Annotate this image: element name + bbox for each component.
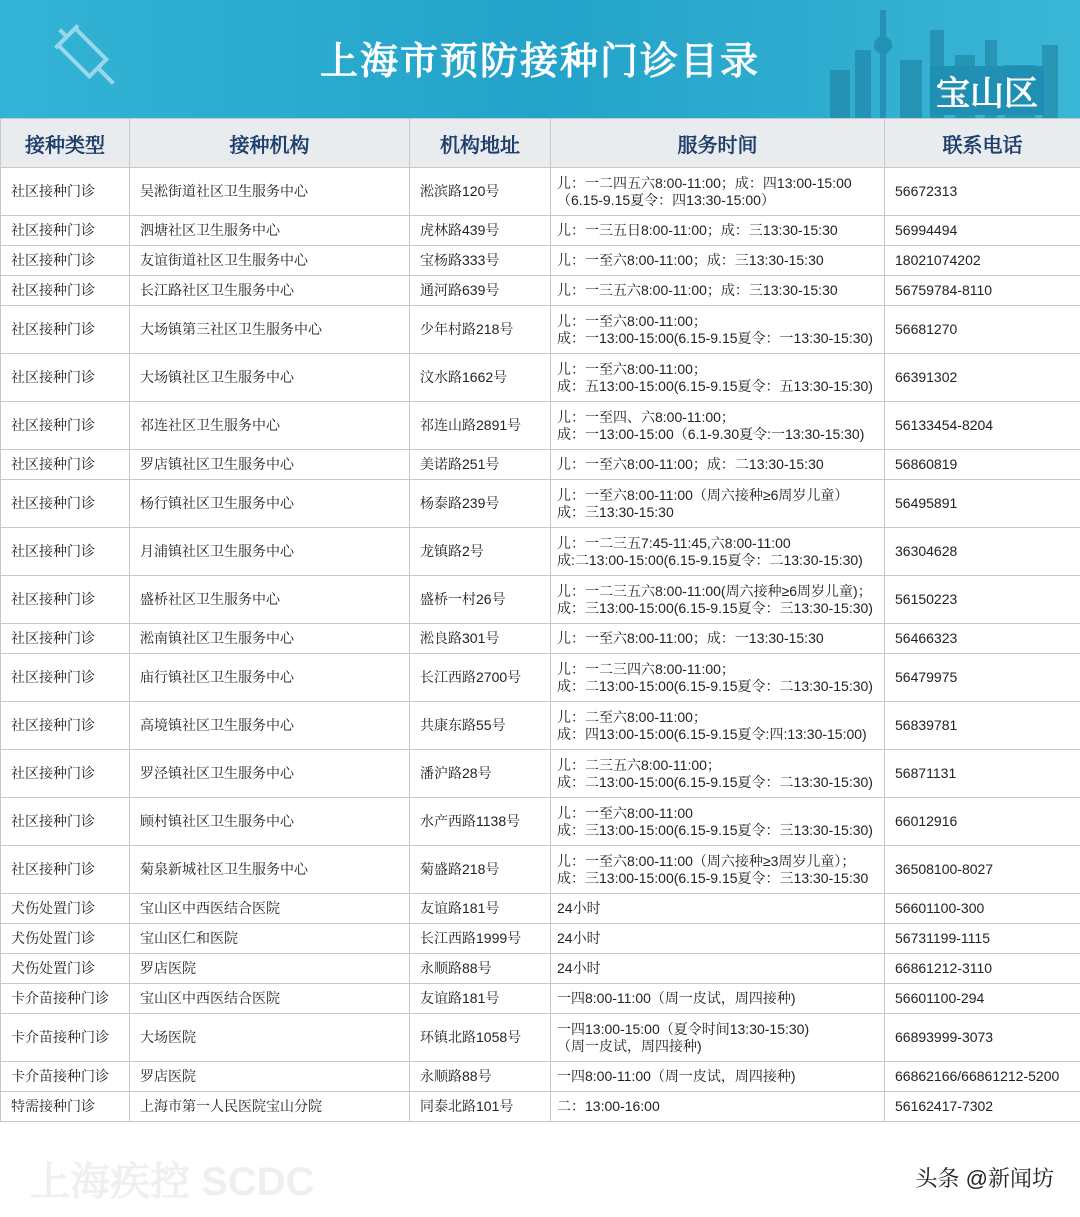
service-hours — [551, 276, 885, 306]
clinic-type: 社区接种门诊 — [1, 480, 130, 528]
clinic-name: 罗店镇社区卫生服务中心 — [130, 450, 410, 480]
table-row — [1, 276, 1080, 306]
clinic-type: 社区接种门诊 — [1, 306, 130, 354]
clinic-address: 盛桥一村26号 — [410, 576, 551, 624]
watermark: 上海疾控 SCDC — [30, 1160, 315, 1204]
service-hours-line: 24小时 — [557, 930, 601, 946]
clinic-name: 月浦镇社区卫生服务中心 — [130, 528, 410, 576]
phone-number: 66862166/66861212-5200 — [885, 1062, 1080, 1092]
phone-number: 56759784-8110 — [885, 276, 1080, 306]
clinic-type: 犬伤处置门诊 — [1, 894, 130, 924]
clinic-type: 卡介苗接种门诊 — [1, 1014, 130, 1062]
clinic-address: 共康东路55号 — [410, 702, 551, 750]
service-hours-line: 成：二13:00-15:00(6.15-9.15夏令：二13:30-15:30) — [557, 677, 873, 694]
service-hours — [551, 216, 885, 246]
clinic-type: 社区接种门诊 — [1, 168, 130, 216]
table-row — [1, 528, 1080, 576]
service-hours-line: 成：二13:00-15:00(6.15-9.15夏令：二13:30-15:30) — [557, 773, 873, 790]
clinic-address: 美诺路251号 — [410, 450, 551, 480]
clinic-name: 吴淞街道社区卫生服务中心 — [130, 168, 410, 216]
service-hours — [551, 846, 885, 894]
phone-number: 56150223 — [885, 576, 1080, 624]
clinic-address: 长江西路1999号 — [410, 924, 551, 954]
column-header-type: 接种类型 — [1, 119, 130, 168]
table-row — [1, 750, 1080, 798]
service-hours-line: （6.15-9.15夏令：四13:30-15:00） — [557, 191, 775, 208]
phone-number: 56731199-1115 — [885, 924, 1080, 954]
phone-number: 56601100-300 — [885, 894, 1080, 924]
phone-number: 56681270 — [885, 306, 1080, 354]
phone-number: 56860819 — [885, 450, 1080, 480]
clinic-name: 罗店医院 — [130, 954, 410, 984]
clinic-address: 水产西路1138号 — [410, 798, 551, 846]
service-hours-line: 儿：二三五六8:00-11:00； — [557, 756, 721, 773]
service-hours — [551, 246, 885, 276]
clinic-name: 宝山区仁和医院 — [130, 924, 410, 954]
phone-number: 56871131 — [885, 750, 1080, 798]
clinic-address: 祁连山路2891号 — [410, 402, 551, 450]
clinic-type: 社区接种门诊 — [1, 846, 130, 894]
service-hours — [551, 954, 885, 984]
phone-number: 66391302 — [885, 354, 1080, 402]
service-hours — [551, 306, 885, 354]
service-hours — [551, 450, 885, 480]
service-hours — [551, 402, 885, 450]
table-row — [1, 306, 1080, 354]
clinic-address: 通河路639号 — [410, 276, 551, 306]
service-hours — [551, 168, 885, 216]
table-row — [1, 702, 1080, 750]
service-hours — [551, 984, 885, 1014]
table-row — [1, 354, 1080, 402]
column-header-hours: 服务时间 — [551, 119, 885, 168]
clinic-type: 犬伤处置门诊 — [1, 924, 130, 954]
phone-number: 56479975 — [885, 654, 1080, 702]
phone-number: 66861212-3110 — [885, 954, 1080, 984]
service-hours-line: 成：三13:00-15:00(6.15-9.15夏令：三13:30-15:30) — [557, 599, 873, 616]
clinic-address: 龙镇路2号 — [410, 528, 551, 576]
service-hours — [551, 924, 885, 954]
clinic-type: 社区接种门诊 — [1, 576, 130, 624]
service-hours-line: 儿：一至四、六8:00-11:00； — [557, 408, 735, 425]
title-banner — [0, 0, 1080, 118]
table-row — [1, 1062, 1080, 1092]
clinic-type: 社区接种门诊 — [1, 624, 130, 654]
clinic-name: 大场镇第三社区卫生服务中心 — [130, 306, 410, 354]
clinic-type: 社区接种门诊 — [1, 798, 130, 846]
service-hours-line: 儿：二至六8:00-11:00； — [557, 708, 707, 725]
phone-number: 56466323 — [885, 624, 1080, 654]
clinic-name: 大场医院 — [130, 1014, 410, 1062]
clinic-address: 友谊路181号 — [410, 894, 551, 924]
service-hours — [551, 480, 885, 528]
phone-number: 56162417-7302 — [885, 1092, 1080, 1122]
service-hours — [551, 1014, 885, 1062]
service-hours-line: 儿：一至六8:00-11:00； — [557, 312, 707, 329]
service-hours-line: 儿：一至六8:00-11:00；成：二13:30-15:30 — [557, 456, 824, 472]
page-title: 上海市预防接种门诊目录 — [319, 41, 760, 83]
clinic-name: 杨行镇社区卫生服务中心 — [130, 480, 410, 528]
service-hours-line: 24小时 — [557, 900, 601, 916]
table-row — [1, 798, 1080, 846]
district-label: 宝山区 — [930, 66, 1044, 115]
clinic-address: 环镇北路1058号 — [410, 1014, 551, 1062]
clinic-type: 社区接种门诊 — [1, 528, 130, 576]
service-hours-line: 成：五13:00-15:00(6.15-9.15夏令：五13:30-15:30) — [557, 377, 873, 394]
phone-number: 56839781 — [885, 702, 1080, 750]
clinic-name: 顾村镇社区卫生服务中心 — [130, 798, 410, 846]
table-row — [1, 450, 1080, 480]
phone-number: 36508100-8027 — [885, 846, 1080, 894]
service-hours — [551, 354, 885, 402]
service-hours-line: 儿：一至六8:00-11:00（周六接种≥3周岁儿童）； — [557, 852, 856, 869]
service-hours-line: （周一皮试，周四接种) — [557, 1037, 702, 1054]
clinic-name: 泗塘社区卫生服务中心 — [130, 216, 410, 246]
clinic-name: 罗泾镇社区卫生服务中心 — [130, 750, 410, 798]
service-hours — [551, 624, 885, 654]
phone-number: 56672313 — [885, 168, 1080, 216]
clinic-name: 庙行镇社区卫生服务中心 — [130, 654, 410, 702]
clinic-type: 社区接种门诊 — [1, 702, 130, 750]
clinic-address: 汶水路1662号 — [410, 354, 551, 402]
service-hours-line: 儿：一至六8:00-11:00；成：一13:30-15:30 — [557, 630, 824, 646]
phone-number: 18021074202 — [885, 246, 1080, 276]
service-hours-line: 成：一13:00-15:00(6.15-9.15夏令：一13:30-15:30) — [557, 329, 873, 346]
service-hours-line: 儿：一至六8:00-11:00（周六接种≥6周岁儿童） — [557, 486, 849, 503]
clinic-address: 淞滨路120号 — [410, 168, 551, 216]
clinic-name: 宝山区中西医结合医院 — [130, 984, 410, 1014]
phone-number: 36304628 — [885, 528, 1080, 576]
phone-number: 66012916 — [885, 798, 1080, 846]
table-row — [1, 924, 1080, 954]
clinic-type: 社区接种门诊 — [1, 246, 130, 276]
clinic-address: 同泰北路101号 — [410, 1092, 551, 1122]
clinic-address: 永顺路88号 — [410, 1062, 551, 1092]
clinic-address: 长江西路2700号 — [410, 654, 551, 702]
table-row — [1, 954, 1080, 984]
clinic-type: 卡介苗接种门诊 — [1, 984, 130, 1014]
service-hours-line: 儿：一二三四六8:00-11:00； — [557, 660, 735, 677]
clinic-name: 高境镇社区卫生服务中心 — [130, 702, 410, 750]
table-row — [1, 216, 1080, 246]
clinic-type: 犬伤处置门诊 — [1, 954, 130, 984]
service-hours-line: 儿：一至六8:00-11:00；成：三13:30-15:30 — [557, 252, 824, 268]
table-row — [1, 624, 1080, 654]
clinic-name: 大场镇社区卫生服务中心 — [130, 354, 410, 402]
clinic-name: 菊泉新城社区卫生服务中心 — [130, 846, 410, 894]
clinic-address: 虎林路439号 — [410, 216, 551, 246]
service-hours-line: 儿：一二四五六8:00-11:00；成：四13:00-15:00 — [557, 174, 852, 191]
table-row — [1, 846, 1080, 894]
clinic-type: 社区接种门诊 — [1, 750, 130, 798]
source-credit: 头条 @新闻坊 — [915, 1166, 1054, 1191]
service-hours-line: 一四8:00-11:00（周一皮试，周四接种) — [557, 1068, 796, 1084]
clinic-address: 淞良路301号 — [410, 624, 551, 654]
clinic-table — [0, 118, 1080, 1122]
clinic-type: 社区接种门诊 — [1, 450, 130, 480]
table-row — [1, 402, 1080, 450]
service-hours-line: 儿：一二三五六8:00-11:00(周六接种≥6周岁儿童)； — [557, 582, 872, 599]
clinic-type: 社区接种门诊 — [1, 216, 130, 246]
service-hours-line: 儿：一二三五7:45-11:45,六8:00-11:00 — [557, 534, 791, 551]
clinic-name: 长江路社区卫生服务中心 — [130, 276, 410, 306]
column-header-org: 接种机构 — [130, 119, 410, 168]
clinic-name: 盛桥社区卫生服务中心 — [130, 576, 410, 624]
table-row — [1, 246, 1080, 276]
clinic-name: 上海市第一人民医院宝山分院 — [130, 1092, 410, 1122]
service-hours-line: 成：三13:00-15:00(6.15-9.15夏令：三13:30-15:30) — [557, 821, 873, 838]
service-hours-line: 24小时 — [557, 960, 601, 976]
service-hours — [551, 1092, 885, 1122]
service-hours — [551, 702, 885, 750]
column-header-address: 机构地址 — [410, 119, 551, 168]
service-hours — [551, 798, 885, 846]
clinic-address: 菊盛路218号 — [410, 846, 551, 894]
table-row — [1, 654, 1080, 702]
table-row — [1, 1092, 1080, 1122]
clinic-address: 永顺路88号 — [410, 954, 551, 984]
phone-number: 66893999-3073 — [885, 1014, 1080, 1062]
table-row — [1, 576, 1080, 624]
clinic-type: 社区接种门诊 — [1, 354, 130, 402]
phone-number: 56994494 — [885, 216, 1080, 246]
clinic-address: 杨泰路239号 — [410, 480, 551, 528]
clinic-address: 宝杨路333号 — [410, 246, 551, 276]
clinic-name: 祁连社区卫生服务中心 — [130, 402, 410, 450]
clinic-type: 社区接种门诊 — [1, 402, 130, 450]
service-hours-line: 成：四13:00-15:00(6.15-9.15夏令:四:13:30-15:00) — [557, 725, 867, 742]
service-hours-line: 儿：一至六8:00-11:00； — [557, 360, 707, 377]
phone-number: 56133454-8204 — [885, 402, 1080, 450]
service-hours-line: 成:二13:00-15:00(6.15-9.15夏令：二13:30-15:30) — [557, 551, 863, 568]
clinic-address: 潘沪路28号 — [410, 750, 551, 798]
service-hours-line: 儿：一三五日8:00-11:00；成：三13:30-15:30 — [557, 222, 838, 238]
phone-number: 56601100-294 — [885, 984, 1080, 1014]
service-hours — [551, 894, 885, 924]
clinic-name: 罗店医院 — [130, 1062, 410, 1092]
clinic-name: 淞南镇社区卫生服务中心 — [130, 624, 410, 654]
service-hours-line: 一四13:00-15:00（夏令时间13:30-15:30) — [557, 1020, 810, 1037]
clinic-type: 卡介苗接种门诊 — [1, 1062, 130, 1092]
service-hours — [551, 654, 885, 702]
service-hours-line: 成：三13:00-15:00(6.15-9.15夏令：三13:30-15:30 — [557, 869, 869, 886]
service-hours — [551, 750, 885, 798]
clinic-type: 社区接种门诊 — [1, 654, 130, 702]
clinic-address: 少年村路218号 — [410, 306, 551, 354]
service-hours — [551, 1062, 885, 1092]
clinic-type: 社区接种门诊 — [1, 276, 130, 306]
service-hours-line: 成：一13:00-15:00（6.1-9.30夏令:一13:30-15:30) — [557, 425, 865, 442]
table-row — [1, 1014, 1080, 1062]
service-hours — [551, 576, 885, 624]
service-hours-line: 一四8:00-11:00（周一皮试，周四接种) — [557, 990, 796, 1006]
service-hours-line: 成：三13:30-15:30 — [557, 503, 674, 520]
table-row — [1, 480, 1080, 528]
service-hours-line: 儿：一至六8:00-11:00 — [557, 804, 693, 821]
table-row — [1, 984, 1080, 1014]
service-hours-line: 二：13:00-16:00 — [557, 1098, 660, 1114]
service-hours-line: 儿：一三五六8:00-11:00；成：三13:30-15:30 — [557, 282, 838, 298]
table-header-row — [1, 119, 1080, 168]
clinic-type: 特需接种门诊 — [1, 1092, 130, 1122]
table-row — [1, 894, 1080, 924]
service-hours — [551, 528, 885, 576]
phone-number: 56495891 — [885, 480, 1080, 528]
clinic-name: 友谊街道社区卫生服务中心 — [130, 246, 410, 276]
column-header-phone: 联系电话 — [885, 119, 1080, 168]
clinic-name: 宝山区中西医结合医院 — [130, 894, 410, 924]
table-row — [1, 168, 1080, 216]
clinic-address: 友谊路181号 — [410, 984, 551, 1014]
